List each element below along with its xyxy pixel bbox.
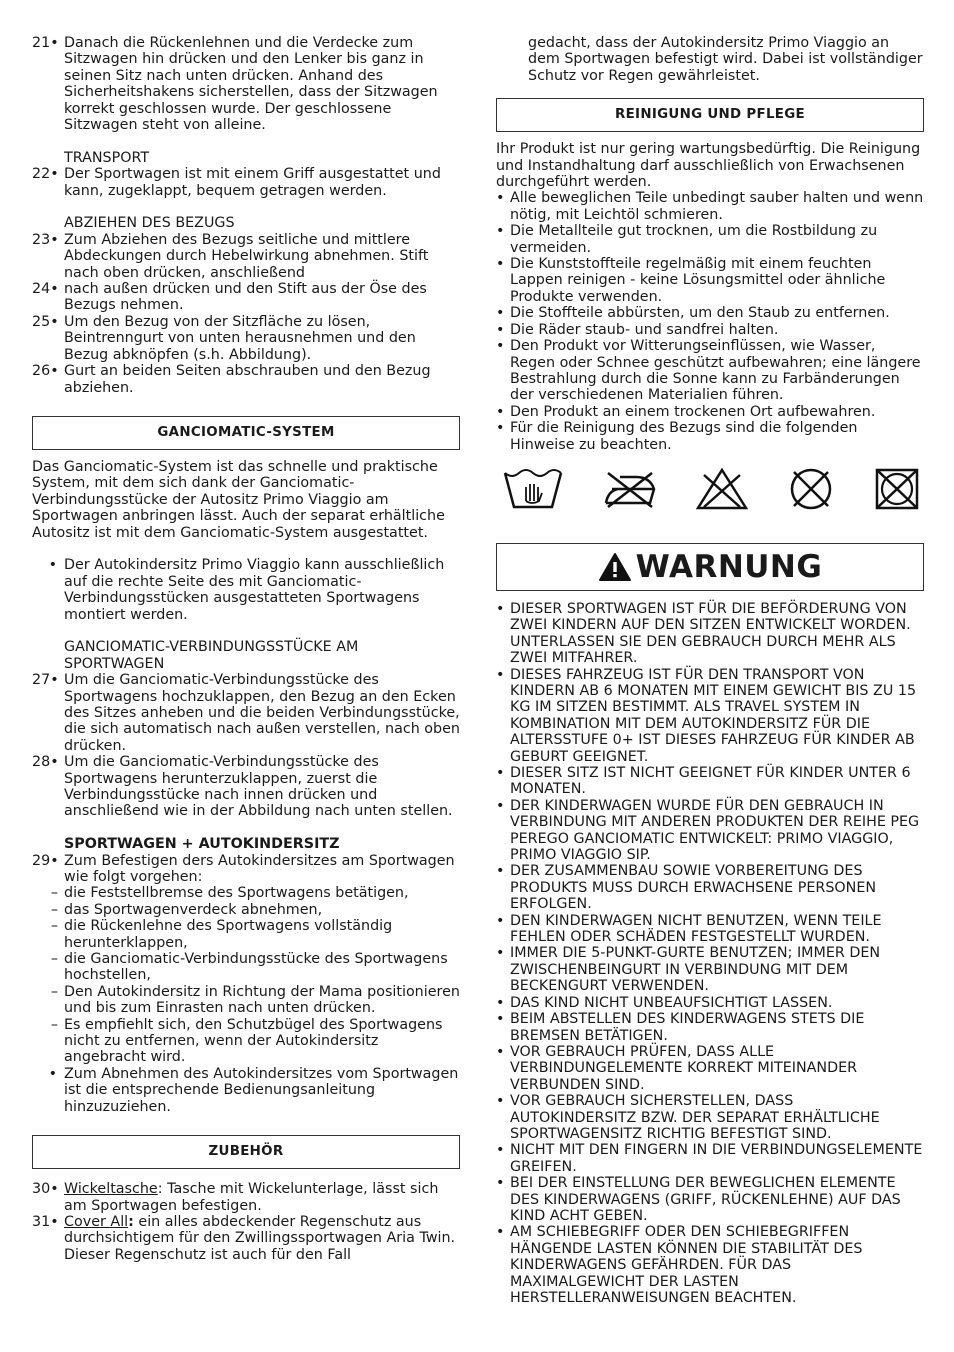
right-column	[496, 35, 924, 1306]
list-item: • AM SCHIEBEGRIFF ODER DEN SCHIEBEGRIFFEN HÄNGENDE LASTEN KÖNNEN DIE STABILITÄT DES KINDERWAGENS GEFÄHRDEN. FÜR DAS MAXIMALGEWICHT DER LASTEN HERSTELLERANWEISUNGEN BEACHTEN.	[496, 1224, 863, 1306]
dash-item: – Es empfiehlt sich, den Schutzbügel des Sportwagens nicht zu entfernen, wenn der Autokindersitz angebracht wird.	[50, 1016, 443, 1066]
step-23: 23• Zum Abziehen des Bezugs seitliche und mittlere Abdeckungen durch Hebelwirkung abnehmen. Stift nach oben drücken, anschließend	[32, 231, 429, 281]
step-28: 28• Um die Ganciomatic-Verbindungsstücke des Sportwagens herunterzuklappen, zuerst die Verbindungsstücke nach innen drücken und anschließend wie in der Abbildung nach unten stellen.	[32, 754, 453, 820]
no-bleach-icon	[696, 467, 748, 511]
verbindung-heading: GANCIOMATIC-VERBINDUNGSSTÜCKE AM SPORTWAGEN	[64, 639, 359, 672]
warning-title: WARNUNG	[635, 548, 823, 585]
list-item: • DIESER SITZ IST NICHT GEEIGNET FÜR KINDER UNTER 6 MONATEN.	[496, 765, 911, 798]
step-29: 29• Zum Befestigen ders Autokindersitzes am Sportwagen wie folgt vorgehen:	[32, 852, 455, 886]
ganciomatic-intro: Das Ganciomatic-System ist das schnelle und praktische System, mit dem sich dank der Ganciomatic-Verbindungsstücke der Autositz Primo Viaggio am Sportwagen anbringen lässt. Auch der separat erhältliche Autositz ist mit dem Ganciomatic-System ausgestattet.	[32, 458, 445, 541]
ganciomatic-section-header: GANCIOMATIC-SYSTEM	[32, 416, 460, 450]
step-27: 27• Um die Ganciomatic-Verbindungsstücke des Sportwagens hochzuklappen, den Bezug an den Ecken des Sitzes anheben und die beiden Verbindungsstücke, die sich automatisch nach außen verstellen, nach oben drücken.	[32, 672, 460, 754]
warning-header	[496, 543, 924, 591]
step-21	[32, 35, 460, 133]
step-22: 22• Der Sportwagen ist mit einem Griff ausgestattet und kann, zugeklappt, bequem getragen werden.	[32, 166, 441, 199]
cover-all-continuation: gedacht, dass der Autokindersitz Primo Viaggio an dem Sportwagen befestigt wird. Dabei ist vollständiger Schutz vor Regen gewährleistet.	[528, 35, 923, 84]
left-column	[32, 35, 460, 1263]
dash-item: – das Sportwagenverdeck abnehmen,	[50, 901, 323, 918]
no-ironing-icon	[602, 467, 658, 511]
step-25: 25• Um den Bezug von der Sitzfläche zu lösen, Beintrenngurt von unten herausnehmen und den Bezug abknöpfen (s.h. Abbildung).	[32, 313, 416, 363]
list-item: • Alle beweglichen Teile unbedingt sauber halten und wenn nötig, mit Leichtöl schmieren.	[496, 190, 924, 223]
dash-item: – die Rückenlehne des Sportwagens vollständig herunterklappen,	[50, 918, 393, 951]
list-item: • DER KINDERWAGEN WURDE FÜR DEN GEBRAUCH IN VERBINDUNG MIT ANDEREN PRODUKTEN DER REIHE PEG PEREGO GANCIOMATIC ENTWICKELT: PRIMO VIAGGIO, PRIMO VIAGGIO SIP.	[496, 797, 920, 864]
care-symbols	[496, 467, 924, 511]
list-item: • NICHT MIT DEN FINGERN IN DIE VERBINDUNGSELEMENTE GREIFEN.	[496, 1142, 923, 1175]
step-text: Danach die Rückenlehnen und die Verdecke zum Sitzwagen hin drücken und den Lenker bis ganz in seinen Sitz nach unten drücken. Anhand des Sicherheitshakens sicherstellen, dass der Sitzwagen korrekt geschlossen wurde. Der geschlossene Sitzwagen steht von alleine.	[64, 35, 438, 134]
wickeltasche-term: Wickeltasche	[64, 1181, 158, 1198]
list-item: • DAS KIND NICHT UNBEAUFSICHTIGT LASSEN.	[496, 994, 833, 1011]
list-item: • BEI DER EINSTELLUNG DER BEWEGLICHEN ELEMENTE DES KINDERWAGENS (GRIFF, RÜCKENLEHNE) AUF DAS KIND ACHT GEBEN.	[496, 1175, 901, 1224]
abnehmen-bullet: • Zum Abnehmen des Autokindersitzes vom Sportwagen ist die entsprechende Bedienungsanleitung hinzuzuziehen.	[48, 1065, 459, 1115]
no-tumble-dry-icon	[874, 467, 920, 511]
hand-wash-icon	[502, 467, 564, 511]
step-number: 21•	[32, 35, 59, 51]
ganciomatic-bullet: • Der Autokindersitz Primo Viaggio kann ausschließlich auf die rechte Seite des mit Ganciomatic-Verbindungsstücken ausgestatteten Sportwagens montiert werden.	[48, 557, 445, 623]
list-item: • VOR GEBRAUCH SICHERSTELLEN, DASS AUTOKINDERSITZ BZW. DER SEPARAT ERHÄLTLICHE SPORTWAGENSITZ RICHTIG BEFESTIGT SIND.	[496, 1093, 880, 1142]
list-item: • Die Stoffteile abbürsten, um den Staub zu entfernen.	[496, 305, 890, 322]
list-item: • Für die Reinigung des Bezugs sind die folgenden Hinweise zu beachten.	[496, 420, 858, 453]
warning-triangle-icon	[598, 552, 632, 582]
list-item: • DIESER SPORTWAGEN IST FÜR DIE BEFÖRDERUNG VON ZWEI KINDERN AUF DEN SITZEN ENTWICKELT WORDEN. UNTERLASSEN SIE DEN GEBRAUCH DURCH MEHR ALS ZWEI MITFAHRER.	[496, 600, 911, 667]
step-24: 24• nach außen drücken und den Stift aus der Öse des Bezugs nehmen.	[32, 281, 427, 314]
step-30: 30• Wickeltasche: Tasche mit Wickelunterlage, lässt sich am Sportwagen befestigen.	[32, 1181, 439, 1214]
list-item: • DIESES FAHRZEUG IST FÜR DEN TRANSPORT VON KINDERN AB 6 MONATEN MIT EINEM GEWICHT BIS ZU 15 KG IM SITZEN BESTIMMT. ALS TRAVEL SYSTEM IN KOMBINATION MIT DEM AUTOKINDERSITZ FÜR DIE ALTERSSTUFE 0+ IST DIESES FAHRZEUG FÜR KINDER AB GEBURT GEEIGNET.	[496, 666, 917, 765]
list-item: • Den Produkt an einem trockenen Ort aufbewahren.	[496, 403, 876, 420]
list-item: • Den Produkt vor Witterungseinflüssen, wie Wasser, Regen oder Schnee geschützt aufbewahren; eine längere Bestrahlung durch die Sonne kann zu Farbänderungen der verschiedenen Materialien führen.	[496, 338, 921, 404]
step-26: 26• Gurt an beiden Seiten abschrauben und den Bezug abziehen.	[32, 363, 431, 396]
reinigung-list	[496, 190, 924, 453]
list-item: • DEN KINDERWAGEN NICHT BENUTZEN, WENN TEILE FEHLEN ODER SCHÄDEN FESTGESTELLT WURDEN.	[496, 912, 882, 946]
list-item: • IMMER DIE 5-PUNKT-GURTE BENUTZEN; IMMER DEN ZWISCHENBEINGURT IN VERBINDUNG MIT DEM BECKENGURT VERWENDEN.	[496, 945, 881, 995]
dash-item: – Den Autokindersitz in Richtung der Mama positionieren und bis zum Einrasten nach unten drücken.	[50, 983, 460, 1017]
abziehen-heading: ABZIEHEN DES BEZUGS	[64, 215, 235, 232]
step-31: 31• Cover All: ein alles abdeckender Regenschutz aus durchsichtigem für den Zwillingssportwagen Aria Twin. Dieser Regenschutz ist auch für den Fall	[32, 1213, 456, 1263]
warning-list	[496, 601, 924, 1306]
list-item: • Die Kunststoffteile regelmäßig mit einem feuchten Lappen reinigen - keine Lösungsmittel oder ähnliche Produkte verwenden.	[496, 256, 886, 305]
cover-all-term: Cover All	[64, 1213, 129, 1230]
list-item: • DER ZUSAMMENBAU SOWIE VORBEREITUNG DES PRODUKTS MUSS DURCH ERWACHSENE PERSONEN ERFOLGEN.	[496, 863, 877, 913]
no-dry-clean-icon	[786, 467, 836, 511]
list-item: • VOR GEBRAUCH PRÜFEN, DASS ALLE VERBINDUNGELEMENTE KORREKT MITEINANDER VERBUNDEN SIND.	[496, 1043, 858, 1093]
reinigung-intro: Ihr Produkt ist nur gering wartungsbedürftig. Die Reinigung und Instandhaltung darf ausschließlich von Erwachsenen durchgeführt werden.	[496, 141, 921, 191]
dash-item: – die Feststellbremse des Sportwagens betätigen,	[50, 885, 409, 902]
list-item: • Die Metallteile gut trocknen, um die Rostbildung zu vermeiden.	[496, 223, 878, 256]
dash-item: – die Ganciomatic-Verbindungsstücke des Sportwagens hochstellen,	[50, 951, 448, 984]
list-item: • BEIM ABSTELLEN DES KINDERWAGENS STETS DIE BREMSEN BETÄTIGEN.	[496, 1011, 865, 1044]
transport-heading: TRANSPORT	[64, 149, 150, 166]
zubehoer-section-header: ZUBEHÖR	[32, 1135, 460, 1169]
reinigung-section-header: REINIGUNG UND PFLEGE	[496, 98, 924, 132]
list-item: • Die Räder staub- und sandfrei halten.	[496, 321, 779, 338]
sportwagen-heading: SPORTWAGEN + AUTOKINDERSITZ	[64, 836, 340, 853]
